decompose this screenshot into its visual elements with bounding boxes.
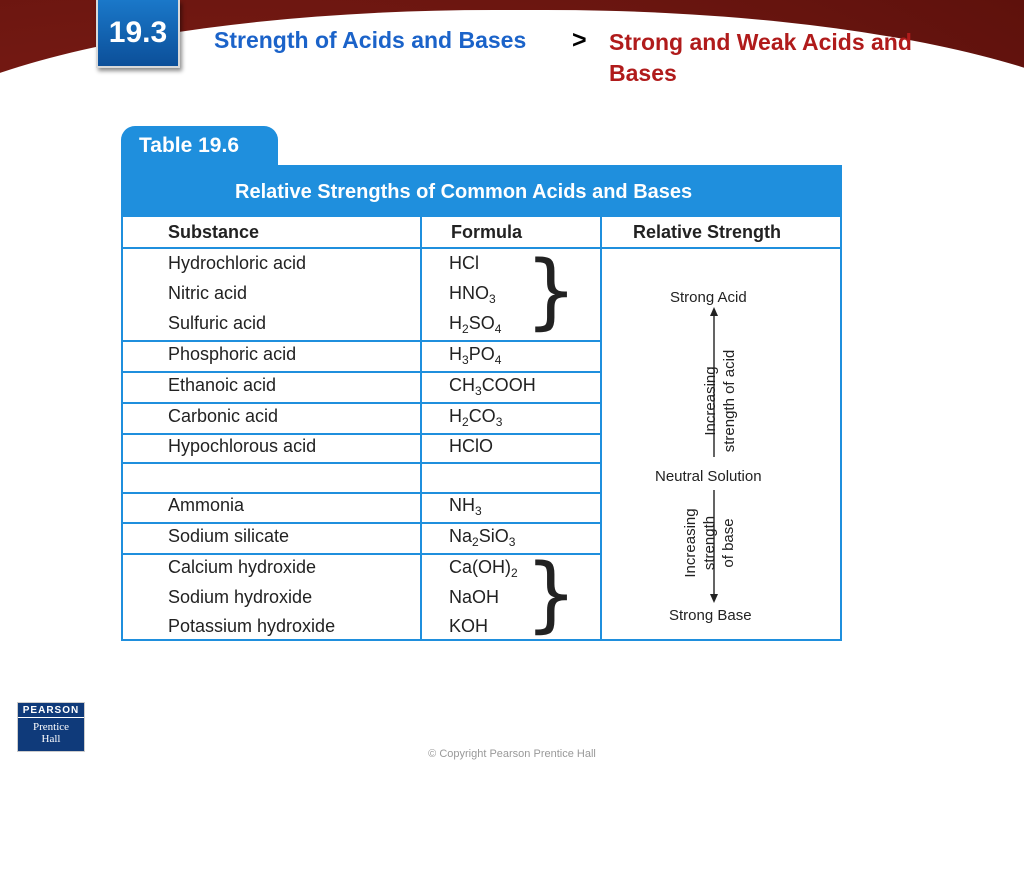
breadcrumb-separator: >	[572, 26, 587, 54]
formula-cell: $Na_2SiO_3$	[449, 526, 516, 549]
logo-line1: PEARSON	[18, 703, 84, 718]
row-divider	[123, 492, 602, 494]
acids-bases-table	[121, 165, 842, 641]
formula-cell: $H_2SO_4$	[449, 313, 502, 336]
slide-count: 9 of 27	[967, 696, 1012, 712]
neutral-word: Neutral	[655, 468, 704, 485]
row-divider	[123, 402, 602, 404]
formula-cell: $Ca(OH)_2$	[449, 557, 518, 580]
base-arrow-line1: Increasing	[682, 508, 699, 578]
substance-cell: Hydrochloric acid	[168, 253, 307, 273]
row-divider	[123, 371, 602, 373]
strong-base-label: Strong Base	[669, 607, 752, 624]
substance-cell: Phosphoric acid	[168, 344, 297, 364]
substance-cell: Calcium hydroxide	[168, 557, 317, 577]
table-header-row	[123, 217, 840, 249]
section-badge: 19.3	[96, 0, 180, 68]
formula-cell: $H_2CO_3$	[449, 406, 503, 429]
row-divider	[123, 433, 602, 435]
strong-acid-brace: }	[525, 244, 578, 339]
formula-cell: KOH	[449, 616, 489, 636]
logo-prentice-hall	[18, 718, 84, 745]
topic-title: Strong and Weak Acids and Bases	[609, 29, 912, 86]
column-header-substance: Substance	[168, 222, 260, 242]
substance-cell: Hypochlorous acid	[168, 436, 317, 456]
column-divider	[420, 217, 422, 641]
formula-cell: $CH_3COOH$	[449, 375, 536, 398]
strong-base-brace: }	[525, 547, 578, 642]
substance-cell: Sulfuric acid	[168, 313, 267, 333]
formula-cell: $HNO_3$	[449, 283, 496, 306]
column-header-formula: Formula	[451, 222, 523, 242]
formula-cell: HCl	[449, 253, 479, 273]
substance-cell: Sodium silicate	[168, 526, 290, 546]
row-divider	[123, 462, 602, 464]
slide-number	[968, 676, 1012, 714]
row-divider	[123, 522, 602, 524]
base-arrow-label	[681, 488, 741, 598]
base-arrow-line2: strength	[701, 515, 718, 571]
formula-cell: HClO	[449, 436, 493, 456]
substance-cell: Nitric acid	[168, 283, 248, 303]
table-title: Relative Strengths of Common Acids and Bases	[123, 167, 840, 217]
substance-cell: Ethanoic acid	[168, 375, 277, 395]
acid-arrow-label	[701, 331, 741, 471]
base-arrow-line3: of base	[720, 518, 737, 568]
column-header-strength: Relative Strength	[633, 222, 782, 242]
acid-arrow-line1: Increasing	[702, 366, 719, 436]
substance-cell: Potassium hydroxide	[168, 616, 336, 636]
formula-cell: $H_3PO_4$	[449, 344, 502, 367]
logo-line3: Hall	[41, 733, 61, 745]
copyright-notice: © Copyright Pearson Prentice Hall	[428, 748, 596, 760]
substance-cell: Carbonic acid	[168, 406, 279, 426]
neutral-label	[655, 468, 762, 485]
column-divider	[600, 217, 602, 641]
formula-cell: $NH_3$	[449, 495, 482, 518]
substance-cell: Sodium hydroxide	[168, 587, 313, 607]
row-divider	[123, 340, 602, 342]
table-label: Table 19.6	[121, 126, 278, 166]
solution-word: Solution	[707, 468, 762, 485]
pearson-logo	[17, 702, 85, 752]
formula-cell: NaOH	[449, 587, 500, 607]
section-title: Strength of Acids and Bases	[214, 27, 527, 53]
strong-acid-label: Strong Acid	[670, 289, 747, 306]
acid-arrow-line2: strength of acid	[721, 349, 738, 453]
slide-label: Slide	[978, 677, 1012, 693]
substance-cell: Ammonia	[168, 495, 245, 515]
logo-line2: Prentice	[32, 721, 70, 733]
